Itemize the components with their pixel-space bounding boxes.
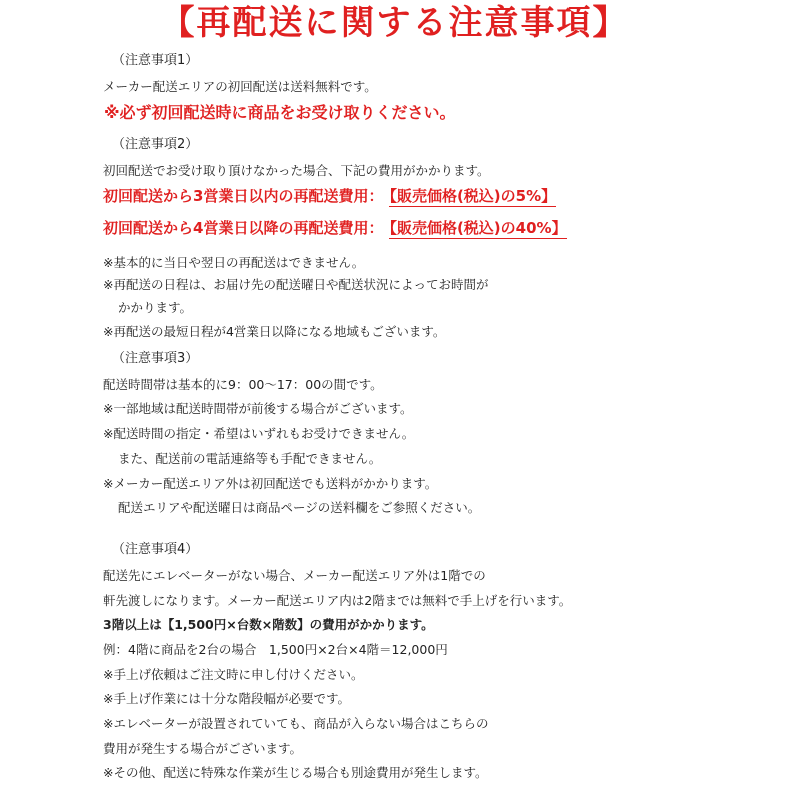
fee1-row xyxy=(103,187,556,206)
section4-bold-line: 3階以上は【1,500円×台数×階数】の費用がかかります。 xyxy=(103,617,434,632)
page-title: 【再配送に関する注意事項】 xyxy=(160,3,629,43)
section2-note2a: ※再配送の日程は、お届け先の配送曜日や配送状況によってお時間が xyxy=(103,277,489,292)
section3-note1: ※一部地域は配送時間帯が前後する場合がございます。 xyxy=(103,401,413,416)
section3-note2a: ※配送時間の指定・希望はいずれもお受けできません。 xyxy=(103,426,415,441)
section3-heading: （注意事項3） xyxy=(112,351,199,366)
section2-note2b: かかります。 xyxy=(118,300,193,315)
section1-emphasis: ※必ず初回配送時に商品をお受け取りください。 xyxy=(104,103,456,122)
section2-heading: （注意事項2） xyxy=(112,137,199,152)
fee2-row xyxy=(103,219,567,238)
section4-note2: ※手上げ作業には十分な階段幅が必要です。 xyxy=(103,691,350,706)
fee2-value: 【販売価格(税込)の40%】 xyxy=(389,219,567,237)
fee2-label: 初回配送から4営業日以降の再配送費用： xyxy=(103,219,384,237)
section3-note3a: ※メーカー配送エリア外は初回配送でも送料がかかります。 xyxy=(103,476,438,491)
section2-note3: ※再配送の最短日程が4営業日以降になる地域もございます。 xyxy=(103,324,446,339)
section1-line1: メーカー配送エリアの初回配送は送料無料です。 xyxy=(103,79,377,94)
section2-note1: ※基本的に当日や翌日の再配送はできません。 xyxy=(103,255,365,270)
section4-example: 例：4階に商品を2台の場合 1,500円×2台×4階＝12,000円 xyxy=(103,642,448,657)
section4-note4: ※その他、配送に特殊な作業が生じる場合も別途費用が発生します。 xyxy=(103,765,488,780)
section3-note3b: 配送エリアや配送曜日は商品ページの送料欄をご参照ください。 xyxy=(118,500,481,515)
section4-note3b: 費用が発生する場合がございます。 xyxy=(103,741,303,756)
section1-heading: （注意事項1） xyxy=(112,53,199,68)
section4-note3a: ※エレベーターが設置されていても、商品が入らない場合はこちらの xyxy=(103,716,489,731)
section4-line1: 配送先にエレベーターがない場合、メーカー配送エリア外は1階での xyxy=(103,568,486,583)
section4-line2: 軒先渡しになります。メーカー配送エリア内は2階までは無料で手上げを行います。 xyxy=(103,593,572,608)
section3-line1: 配送時間帯は基本的に9：00～17：00の間です。 xyxy=(103,377,383,392)
section3-note2b: また、配送前の電話連絡等も手配できません。 xyxy=(118,451,382,466)
fee1-label: 初回配送から3営業日以内の再配送費用： xyxy=(103,187,384,205)
fee1-value: 【販売価格(税込)の5%】 xyxy=(389,187,557,205)
section2-line1: 初回配送でお受け取り頂けなかった場合、下記の費用がかかります。 xyxy=(103,163,490,178)
section4-heading: （注意事項4） xyxy=(112,542,199,557)
section4-note1: ※手上げ依頼はご注文時に申し付けください。 xyxy=(103,667,364,682)
